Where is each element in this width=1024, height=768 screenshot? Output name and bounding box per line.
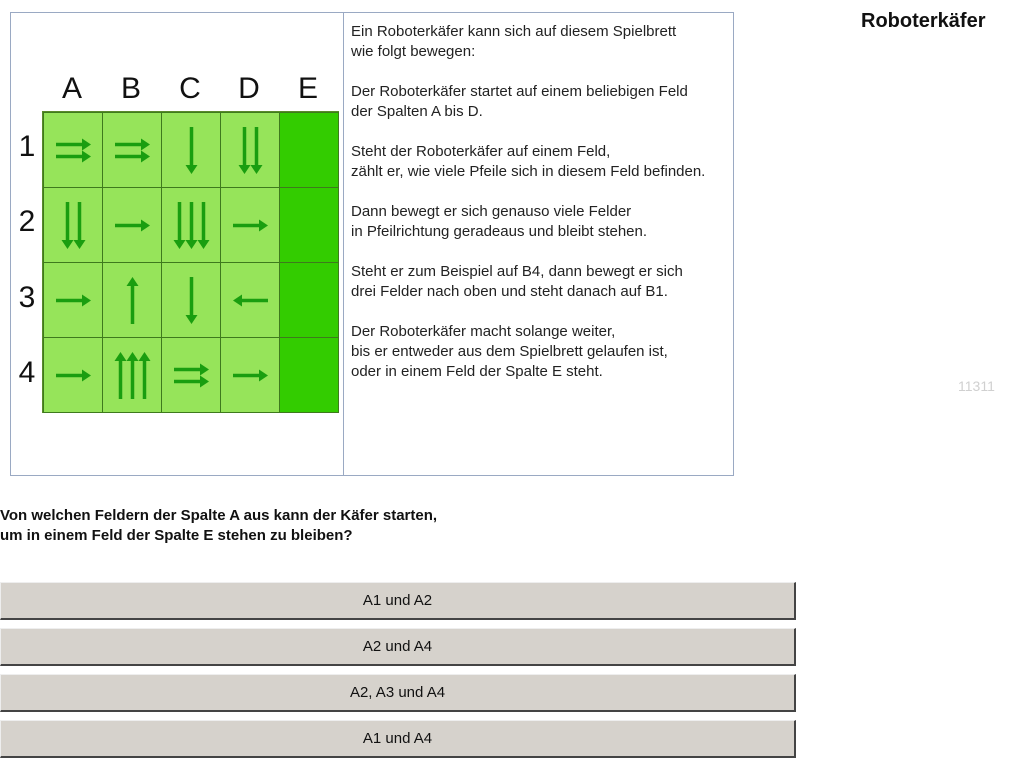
rules-paragraph: Dann bewegt er sich genauso viele Felder in Pfeilrichtung geradeaus und bleibt stehen. — [351, 203, 648, 240]
arrow-down-icon — [186, 277, 198, 324]
question-text: Von welchen Feldern der Spalte A aus kann der Käfer starten, um in einem Feld der Spalte E stehen zu bleiben? — [0, 507, 438, 544]
arrow-down-icon — [186, 127, 198, 174]
row-label-2: 2 — [18, 205, 36, 238]
arrow-right-icon — [221, 188, 280, 263]
arrow-right-icon — [115, 220, 150, 232]
board-cell-e1 — [279, 112, 339, 188]
rules-paragraph: Ein Roboterkäfer kann sich auf diesem Spielbrett wie folgt bewegen: — [351, 23, 677, 60]
arrow-down-icon — [174, 202, 186, 249]
arrow-right-icon — [115, 151, 150, 163]
arrow-right-icon — [103, 113, 162, 188]
column-label-c: C — [179, 72, 201, 105]
board-cell-d3 — [220, 262, 280, 338]
rules-description — [351, 22, 731, 382]
column-label-e: E — [297, 72, 318, 105]
arrow-right-icon — [221, 338, 280, 413]
board-cell-a2 — [43, 187, 103, 263]
answer-option-1[interactable]: A1 und A2 — [0, 582, 796, 620]
arrow-down-icon — [186, 202, 198, 249]
row-label-1: 1 — [18, 130, 36, 163]
board-cell-c4 — [161, 337, 221, 413]
board-cell-b1 — [102, 112, 162, 188]
game-board — [42, 111, 339, 413]
arrow-right-icon — [233, 370, 268, 382]
answer-option-2[interactable]: A2 und A4 — [0, 628, 796, 666]
rules-paragraph: Steht er zum Beispiel auf B4, dann bewegt er sich drei Felder nach oben und steht danach auf B1. — [351, 263, 683, 300]
arrow-down-icon — [221, 113, 280, 188]
arrow-right-icon — [56, 139, 91, 151]
panel-divider — [343, 12, 344, 476]
arrow-right-icon — [44, 338, 103, 413]
arrow-down-icon — [239, 127, 251, 174]
board-cell-c2 — [161, 187, 221, 263]
arrow-right-icon — [115, 139, 150, 151]
board-cell-c3 — [161, 262, 221, 338]
arrow-right-icon — [56, 370, 91, 382]
arrow-right-icon — [56, 295, 91, 307]
page-title: Roboterkäfer — [861, 10, 986, 32]
arrow-right-icon — [174, 364, 209, 376]
arrow-down-icon — [251, 127, 263, 174]
arrow-left-icon — [221, 263, 280, 338]
arrow-down-icon — [62, 202, 74, 249]
rules-paragraph: Der Roboterkäfer startet auf einem beliebigen Feld der Spalten A bis D. — [351, 83, 688, 120]
arrow-down-icon — [198, 202, 210, 249]
rules-paragraph: Der Roboterkäfer macht solange weiter, bis er entweder aus dem Spielbrett gelaufen ist, oder in einem Feld der Spalte E steht. — [351, 323, 668, 380]
arrow-up-icon — [103, 338, 162, 413]
board-cell-b4 — [102, 337, 162, 413]
rules-paragraph: Steht der Roboterkäfer auf einem Feld, zählt er, wie viele Pfeile sich in diesem Feld befinden. — [351, 143, 706, 180]
column-label-b: B — [120, 72, 141, 105]
arrow-up-icon — [127, 277, 139, 324]
board-cell-a4 — [43, 337, 103, 413]
arrow-up-icon — [103, 263, 162, 338]
board-cell-e2 — [279, 187, 339, 263]
column-label-d: D — [238, 72, 260, 105]
board-cell-b3 — [102, 262, 162, 338]
arrow-right-icon — [103, 188, 162, 263]
arrow-down-icon — [44, 188, 103, 263]
arrow-right-icon — [44, 113, 103, 188]
board-cell-d2 — [220, 187, 280, 263]
arrow-right-icon — [44, 263, 103, 338]
arrow-down-icon — [162, 263, 221, 338]
arrow-right-icon — [162, 338, 221, 413]
board-cell-e3 — [279, 262, 339, 338]
arrow-up-icon — [115, 352, 127, 399]
board-cell-d1 — [220, 112, 280, 188]
arrow-left-icon — [233, 295, 268, 307]
board-cell-e4 — [279, 337, 339, 413]
arrow-right-icon — [233, 220, 268, 232]
arrow-down-icon — [74, 202, 86, 249]
row-label-3: 3 — [18, 281, 36, 314]
row-label-4: 4 — [18, 356, 36, 389]
board-cell-b2 — [102, 187, 162, 263]
board-cell-d4 — [220, 337, 280, 413]
board-cell-c1 — [161, 112, 221, 188]
board-cell-a1 — [43, 112, 103, 188]
arrow-down-icon — [162, 188, 221, 263]
board-cell-a3 — [43, 262, 103, 338]
answer-option-3[interactable]: A2, A3 und A4 — [0, 674, 796, 712]
answer-option-4[interactable]: A1 und A4 — [0, 720, 796, 758]
arrow-up-icon — [127, 352, 139, 399]
arrow-right-icon — [174, 376, 209, 388]
arrow-right-icon — [56, 151, 91, 163]
column-label-a: A — [61, 72, 82, 105]
task-id: 11311 — [958, 378, 995, 394]
arrow-down-icon — [162, 113, 221, 188]
arrow-up-icon — [139, 352, 151, 399]
